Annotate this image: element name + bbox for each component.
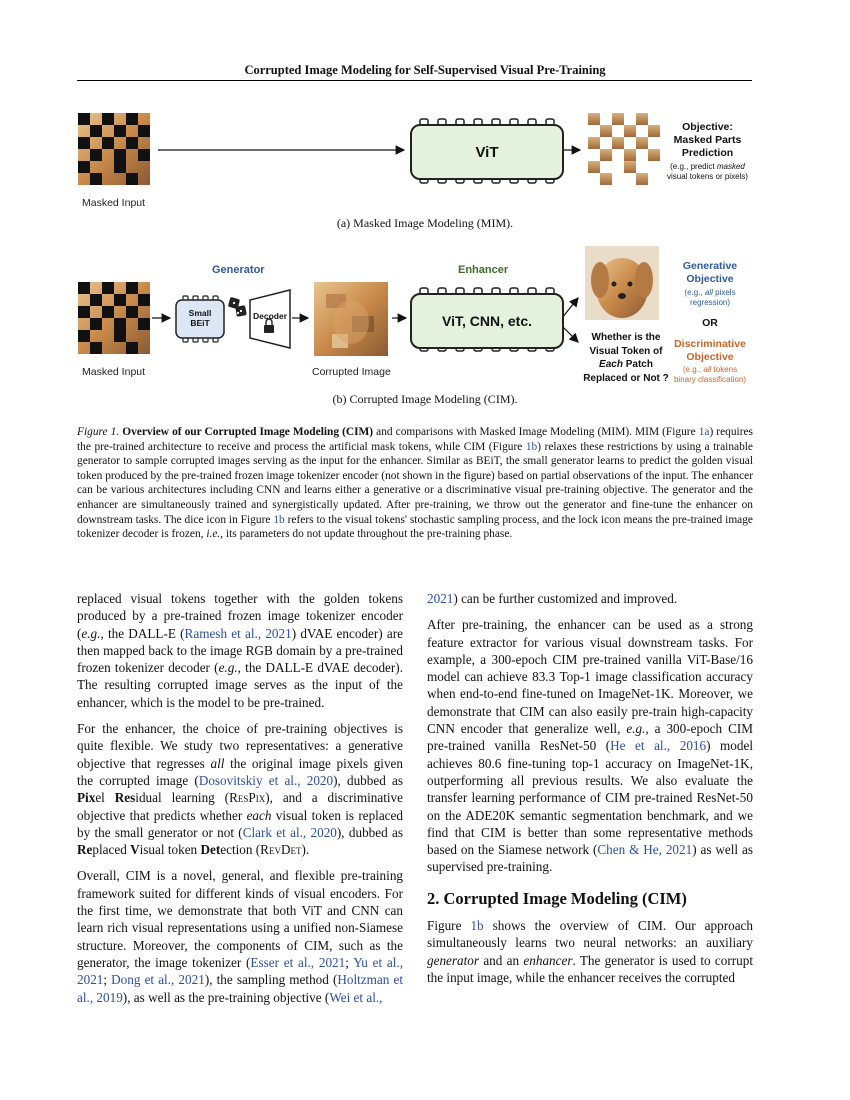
discriminative-objective-title: Discriminative Objective xyxy=(674,338,746,363)
corrupted-image-label: Corrupted Image xyxy=(312,366,391,378)
generative-objective-title: Generative Objective xyxy=(682,260,738,285)
citation[interactable]: Yu et al., 2021 xyxy=(77,954,403,988)
paragraph: For the enhancer, the choice of pre-training objectives is quite flexible. We study two representatives: a generative objective that regresses all the original image pixels given the corrupted image (Dosovitskiy et al., 2020), dubbed as Pixel Residual learning (ResPix), and a discriminative objective that predicts whether each visual token is replaced by the small generator or not (Clark et al., 2020), dubbed as Replaced Visual token Detection (RevDet). xyxy=(77,721,403,858)
masked-input-label-a: Masked Input xyxy=(82,197,146,209)
dice-icon xyxy=(228,297,247,317)
masked-input-label-b: Masked Input xyxy=(82,366,146,378)
predicted-parts-image xyxy=(588,113,660,185)
paragraph: After pre-training, the enhancer can be used as a strong feature extractor for various visual downstream tasks. For example, a 300-epoch CIM pre-trained vanilla ViT-Base/16 model can achieve 83.3 Top-1 image classification accuracy when end-to-end fine-tuned on ImageNet-1K. Moreover, we demonstrate that CIM can also easily pre-train high-capacity CNN encoder that generalize well, e.g., a 300-epoch CIM pre-trained vanilla ResNet-50 (He et al., 2016) model achieves 80.6 fine-tuning top-1 accuracy on ImageNet-1K, outperforming all previous results. We also evaluate the transfer learning performance of CIM pre-trained ResNet-50 on the ADE20K semantic segmentation benchmark, and we find that CIM is better than some representative methods based on the Siamese network (Chen & He, 2021) as well as supervised pre-training. xyxy=(427,617,753,875)
enhancer-box xyxy=(410,293,564,349)
citation[interactable]: Chen & He, 2021 xyxy=(597,842,693,858)
citation[interactable]: Wei et al., xyxy=(329,989,383,1005)
figure-ref-1a[interactable]: 1a xyxy=(698,426,710,438)
citation[interactable]: 2021 xyxy=(427,591,454,606)
reconstructed-image xyxy=(585,246,659,320)
discriminative-objective-subtitle: (e.g., all tokens binary classification) xyxy=(673,365,747,384)
arrow-enhancer-to-generative xyxy=(562,298,578,318)
vit-box xyxy=(410,124,564,180)
enhancer-model-label: ViT, CNN, etc. xyxy=(442,313,532,329)
paragraph: Overall, CIM is a novel, general, and flexible pre-training framework suited for different kinds of visual encoders. For the first time, we demonstrate that both ViT and CNN can learn rich visual representations using a unified non-Siamese structure. Moreover, the components of CIM, such as the generator, the image tokenizer (Esser et al., 2021; Yu et al., 2021; Dong et al., 2021), the sampling method (Holtzman et al., 2019), as well as the pre-training objective (Wei et al., xyxy=(77,868,404,1005)
right-column xyxy=(427,590,753,995)
decoder-label: Decoder xyxy=(252,311,287,321)
citation[interactable]: Holtzman et al., 2019 xyxy=(77,972,403,1005)
section-title: 2. Corrupted Image Modeling (CIM) xyxy=(427,888,687,908)
figure-caption: Figure 1. Overview of our Corrupted Image Modeling (CIM) and comparisons with Masked Image Modeling (MIM). MIM (Figure 1a) requires the pre-trained architecture to receive and process the artificial mask tokens, while CIM (Figure 1b) relaxes these restrictions by using a trainable generator to sample corrupted images serving as the input for the enhancer. Similar as BEiT, the small generator learns to predict the golden visual token produced by the pre-trained frozen image tokenizer encoder (not shown in the figure) based on partial observations of the input. The enhancer can be various architectures including CNN and learns either a generative or a discriminative visual pre-training objective. The generator and the enhancer are simultaneously trained and synergistically updated. After pre-training, we throw out the generator and fine-tune the enhancer on downstream tasks. The dice icon in Figure 1b refers to the visual tokens' stochastic sampling process, and the lock icon means the pre-trained image tokenizer decoder is frozen, i.e., its parameters do not update throughout the pre-training phase. xyxy=(77,426,753,541)
enhancer-label: Enhancer xyxy=(458,264,509,276)
citation[interactable]: He et al., 2016 xyxy=(610,738,707,754)
masked-input-image-a xyxy=(78,113,150,185)
paragraph: 2021) can be further customized and improved. xyxy=(427,591,678,606)
paragraph: replaced visual tokens together with the golden tokens produced by a pre-trained frozen image tokenizer encoder (e.g., the DALL-E (Ramesh et al., 2021) dVAE encoder) are then mapped back to the image RGB domain by a pre-trained frozen tokenizer decoder (e.g., the DALL-E dVAE decoder). The resulting corrupted image serves as the input of the enhancer, which is the model to be pre-trained. xyxy=(77,591,404,710)
figure-ref-1b-2[interactable]: 1b xyxy=(273,513,285,526)
subcaption-b: (b) Corrupted Image Modeling (CIM). xyxy=(332,392,518,406)
citation[interactable]: Dong et al., 2021 xyxy=(111,972,205,988)
objective-title: Objective: Masked Parts Prediction xyxy=(673,121,742,159)
small-beit-label: Small BEiT xyxy=(188,308,212,328)
generative-objective-subtitle: (e.g., all pixels regression) xyxy=(684,288,736,307)
generator-label: Generator xyxy=(212,264,265,276)
objective-subtitle: (e.g., predict masked visual tokens or pixels) xyxy=(667,162,748,181)
left-column xyxy=(77,590,403,1015)
citation[interactable]: Clark et al., 2020 xyxy=(242,824,337,840)
running-header: Corrupted Image Modeling for Self-Supervised Visual Pre-Training xyxy=(244,63,606,77)
or-label: OR xyxy=(702,317,718,329)
masked-input-image-b xyxy=(78,282,150,354)
vit-label: ViT xyxy=(475,143,499,161)
corrupted-image xyxy=(314,282,388,356)
citation[interactable]: Esser et al., 2021 xyxy=(250,954,346,970)
citation[interactable]: Dosovitskiy et al., 2020 xyxy=(198,772,334,788)
subcaption-a: (a) Masked Image Modeling (MIM). xyxy=(336,216,514,230)
paragraph: Figure 1b shows the overview of CIM. Our approach simultaneously learns two neural networks: an auxiliary generator and an enhancer. The generator is used to corrupt the input image, while the enhancer receives the corrupted xyxy=(427,918,753,985)
citation[interactable]: Ramesh et al., 2021 xyxy=(184,625,292,641)
replaced-question: Whether is the Visual Token of Each Patch Replaced or Not ? xyxy=(583,332,669,384)
figure-ref-1b-3[interactable]: 1b xyxy=(470,918,484,934)
figure-ref-1b[interactable]: 1b xyxy=(525,440,538,453)
